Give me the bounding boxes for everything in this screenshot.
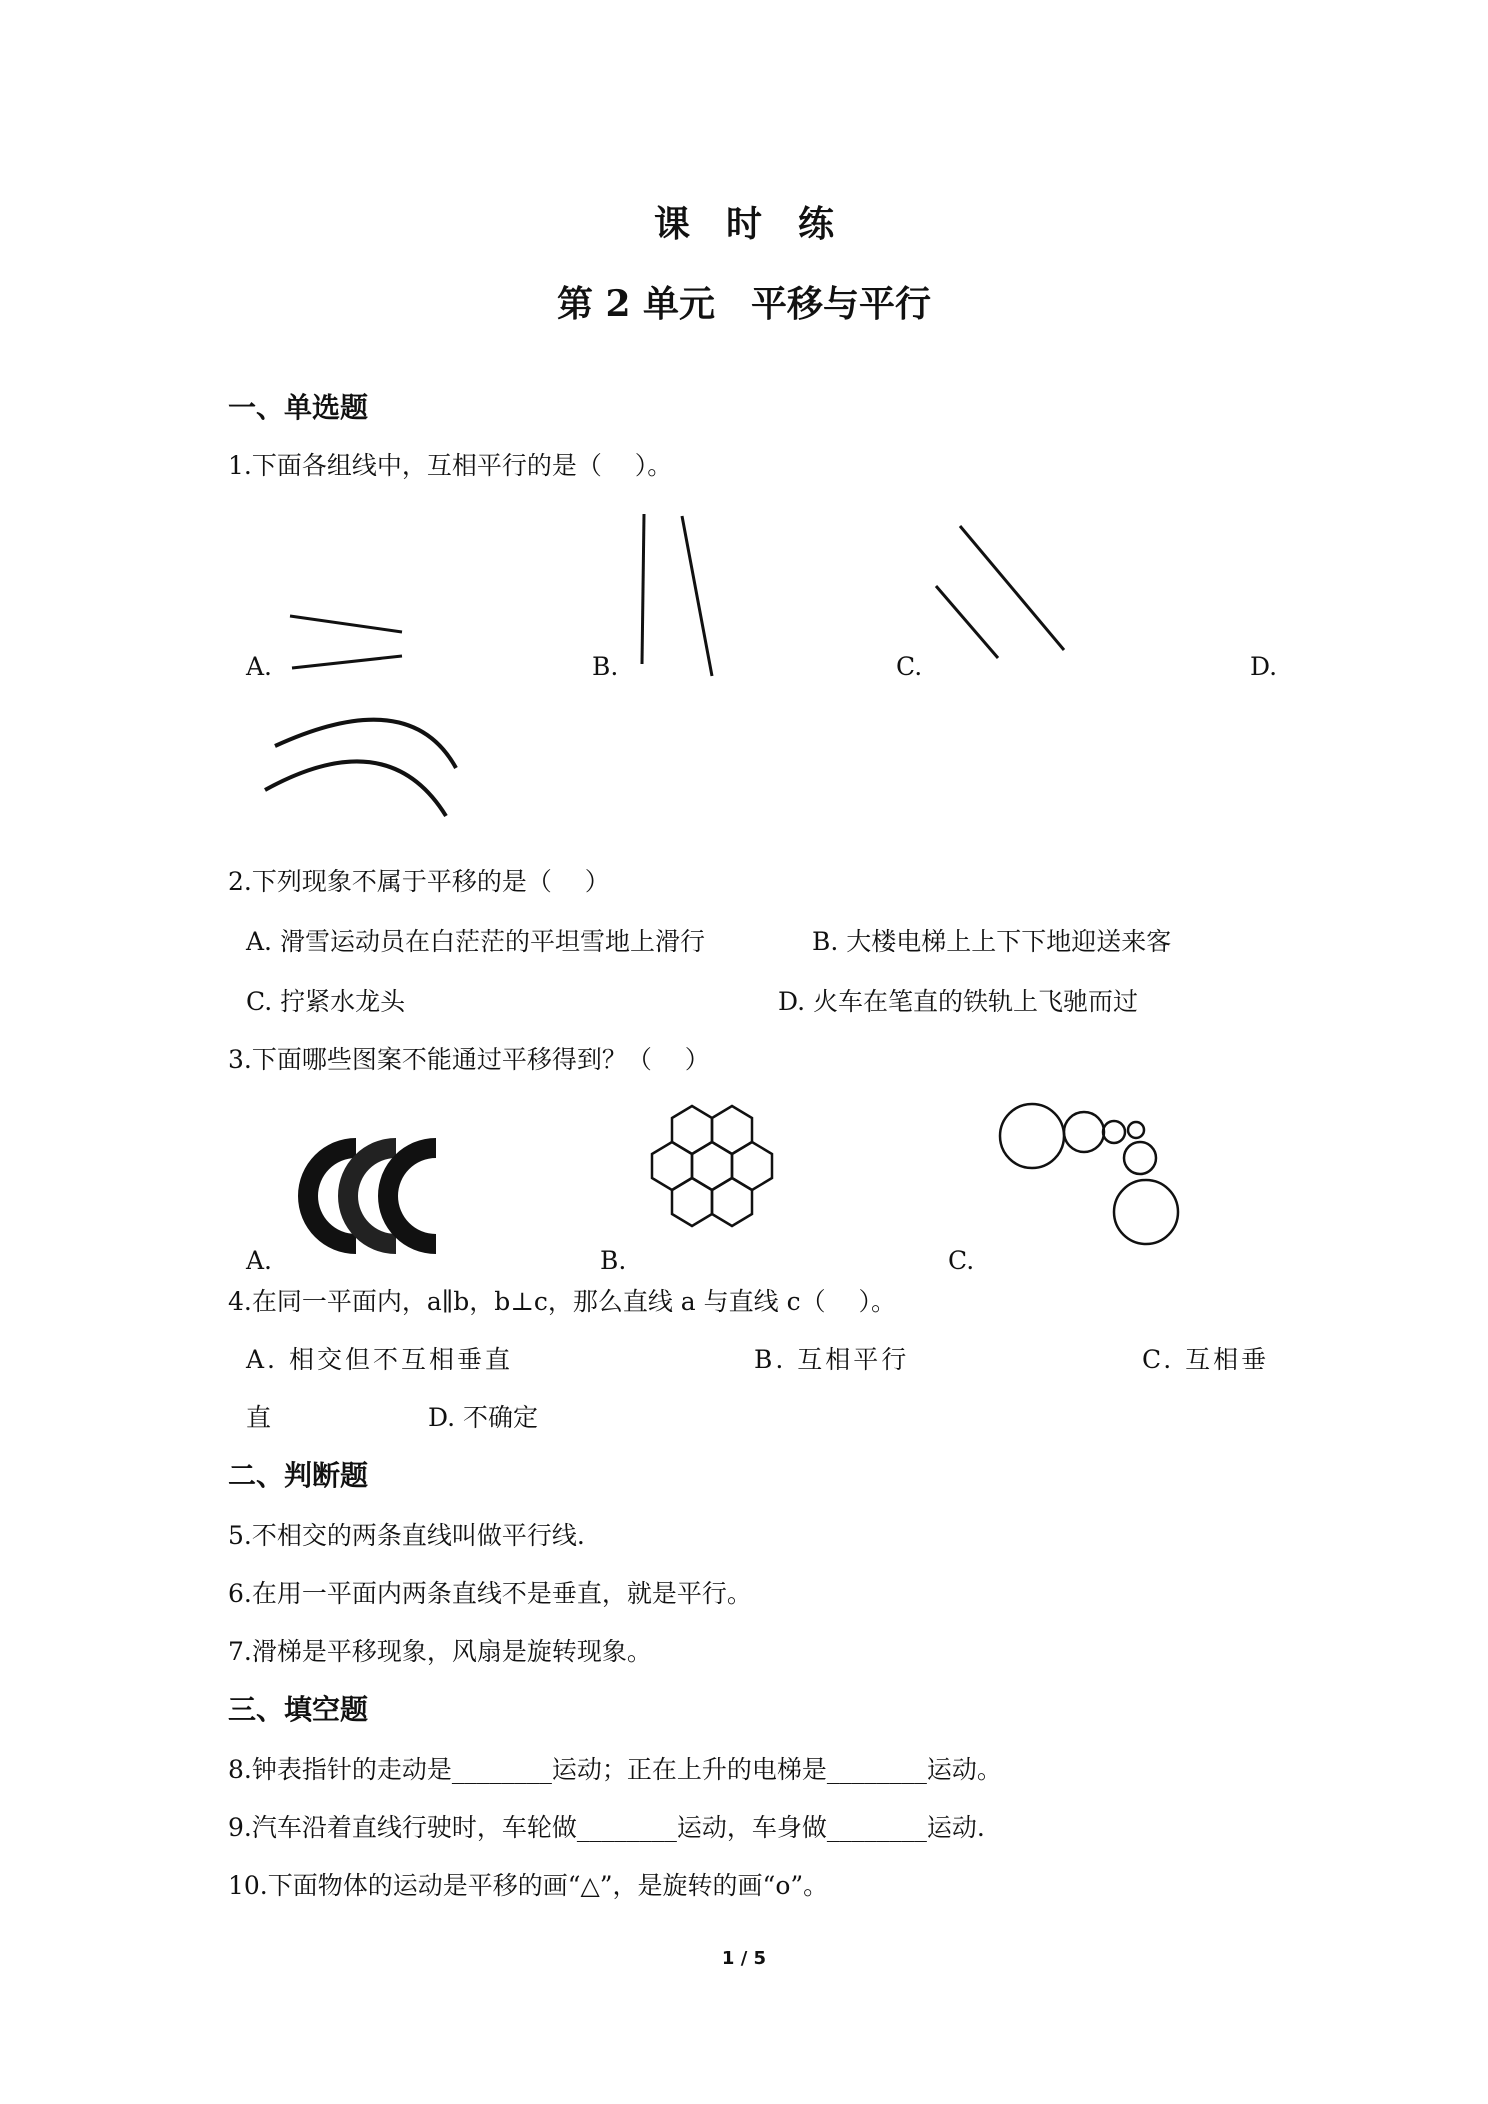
unit-title: 第 2 单元 平移与平行 — [556, 283, 932, 325]
question-8: 8.钟表指针的走动是________运动；正在上升的电梯是________运动。 — [228, 1755, 1002, 1784]
question-5: 5.不相交的两条直线叫做平行线. — [228, 1521, 585, 1550]
q1-option-d-figure — [260, 712, 460, 822]
q3-option-b-figure — [636, 1098, 796, 1258]
q1-option-a-figure — [280, 610, 410, 670]
q1-option-d-label[interactable]: D. — [1250, 652, 1278, 681]
q4-option-d[interactable]: D. 不确定 — [428, 1403, 539, 1432]
q4-option-b[interactable]: B. 互相平行 — [754, 1345, 910, 1374]
question-7: 7.滑梯是平移现象，风扇是旋转现象。 — [228, 1637, 652, 1666]
q4-option-c-continued: 直 — [246, 1403, 272, 1432]
q3-option-c-figure — [996, 1100, 1196, 1270]
question-10: 10.下面物体的运动是平移的画“△”，是旋转的画“o”。 — [228, 1871, 829, 1900]
q1-option-b-label[interactable]: B. — [592, 652, 619, 681]
question-1: 1.下面各组线中，互相平行的是（ ）。 — [228, 451, 673, 480]
question-2: 2.下列现象不属于平移的是（ ） — [228, 867, 610, 896]
q3-option-a-figure — [296, 1136, 446, 1256]
q3-option-a-label[interactable]: A. — [246, 1246, 273, 1275]
q1-option-a-label[interactable]: A. — [246, 652, 273, 681]
question-6: 6.在用一平面内两条直线不是垂直，就是平行。 — [228, 1579, 752, 1608]
q2-option-a[interactable]: A. 滑雪运动员在白茫茫的平坦雪地上滑行 — [246, 927, 705, 956]
q1-option-c-label[interactable]: C. — [896, 652, 923, 681]
q1-option-c-figure — [930, 520, 1070, 670]
q3-option-b-label[interactable]: B. — [600, 1246, 627, 1275]
page-title: 课 时 练 — [653, 203, 834, 245]
q4-option-c[interactable]: C. 互相垂 — [1142, 1345, 1270, 1374]
section-heading-fill-in: 三、填空题 — [228, 1693, 369, 1726]
q1-option-b-figure — [626, 510, 716, 680]
q2-option-c[interactable]: C. 拧紧水龙头 — [246, 987, 406, 1016]
question-4: 4.在同一平面内，a∥b，b⊥c，那么直线 a 与直线 c（ ）。 — [228, 1287, 897, 1316]
question-3: 3.下面哪些图案不能通过平移得到？（ ） — [228, 1045, 710, 1074]
q2-option-d[interactable]: D. 火车在笔直的铁轨上飞驰而过 — [778, 987, 1139, 1016]
q4-option-a[interactable]: A. 相交但不互相垂直 — [246, 1345, 513, 1374]
q2-option-b[interactable]: B. 大楼电梯上上下下地迎送来客 — [812, 927, 1172, 956]
page-number: 1 / 5 — [721, 1948, 767, 1969]
section-heading-single-choice: 一、单选题 — [228, 391, 369, 424]
section-heading-true-false: 二、判断题 — [228, 1459, 369, 1492]
question-9: 9.汽车沿着直线行驶时，车轮做________运动，车身做________运动. — [228, 1813, 985, 1842]
q3-option-c-label[interactable]: C. — [948, 1246, 975, 1275]
